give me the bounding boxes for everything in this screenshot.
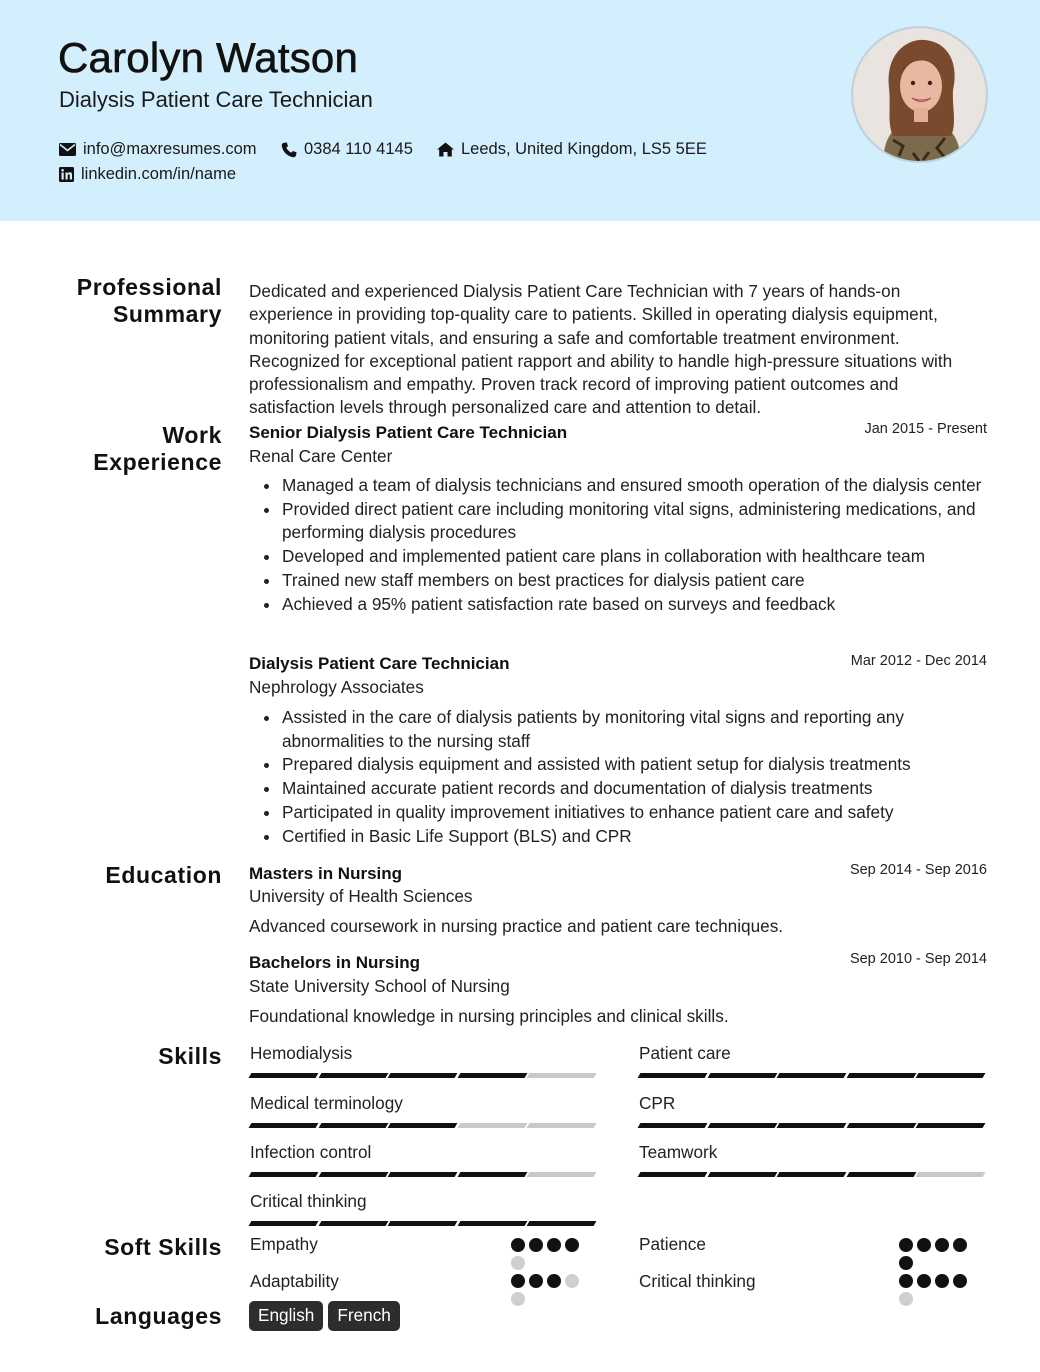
education-description: Foundational knowledge in nursing principles and clinical skills. [249, 1006, 729, 1026]
soft-skill-name: Empathy [250, 1234, 318, 1254]
skill-item [250, 1191, 598, 1226]
soft-skill-level-dot [565, 1274, 579, 1288]
education-dates: Sep 2010 - Sep 2014 [849, 951, 987, 967]
skill-level-segment [777, 1172, 846, 1177]
skill-level-segment [318, 1172, 387, 1177]
soft-skill-name: Critical thinking [639, 1271, 756, 1291]
skill-level-segment [638, 1123, 707, 1128]
skill-level-segment [916, 1123, 985, 1128]
skill-item [639, 1093, 987, 1128]
list-item: Assisted in the care of dialysis patients by monitoring vital signs and reporting any abnormalities to the nursing staff [282, 706, 990, 753]
skill-level-segment [388, 1221, 457, 1226]
soft-skill-level-dot [547, 1238, 561, 1252]
linkedin-text: linkedin.com/in/name [81, 165, 236, 183]
skill-level-segment [457, 1073, 526, 1078]
soft-skill-level-dot [935, 1238, 949, 1252]
skill-level-segment [527, 1172, 596, 1177]
skill-level-segment [846, 1073, 915, 1078]
section-title-education: Education [105, 862, 222, 888]
skill-bar [250, 1073, 598, 1078]
list-item: Participated in quality improvement initiatives to enhance patient care and safety [282, 801, 990, 825]
soft-skill-level-dot [953, 1238, 967, 1252]
soft-skill-level-dot [899, 1292, 913, 1306]
skill-name: Teamwork [639, 1142, 718, 1162]
skill-level-segment [388, 1172, 457, 1177]
soft-skill-level-dot [953, 1274, 967, 1288]
skill-level-segment [707, 1123, 776, 1128]
soft-skill-level-dot [529, 1274, 543, 1288]
skill-item [250, 1043, 598, 1078]
job-dates: Jan 2015 - Present [864, 421, 987, 437]
education-description: Advanced coursework in nursing practice and patient care techniques. [249, 916, 784, 936]
section-title-soft-skills: Soft Skills [104, 1234, 222, 1260]
languages-list [249, 1301, 400, 1331]
soft-skill-name: Patience [639, 1234, 706, 1254]
profile-photo [851, 26, 988, 163]
job-title: Senior Dialysis Patient Care Technician [249, 423, 568, 442]
soft-skill-level-dot [917, 1274, 931, 1288]
section-title-languages: Languages [95, 1303, 222, 1329]
skill-level-segment [707, 1172, 776, 1177]
section-title-work [93, 422, 222, 476]
skill-level-segment [638, 1172, 707, 1177]
section-title-summary [77, 274, 222, 328]
skill-item [639, 1043, 987, 1078]
soft-skill-level-dot [511, 1256, 525, 1270]
degree-title: Masters in Nursing [249, 864, 403, 883]
skill-level-segment [707, 1073, 776, 1078]
skill-level-segment [527, 1123, 596, 1128]
skill-level-segment [249, 1172, 318, 1177]
list-item: Prepared dialysis equipment and assisted with patient setup for dialysis treatments [282, 753, 990, 777]
skill-level-segment [249, 1073, 318, 1078]
job-dates: Mar 2012 - Dec 2014 [850, 653, 987, 669]
home-icon [437, 142, 454, 157]
school-name: University of Health Sciences [249, 886, 473, 906]
soft-skill-level-dot [899, 1274, 913, 1288]
degree-title: Bachelors in Nursing [249, 953, 420, 972]
address-text: Leeds, United Kingdom, LS5 5EE [461, 140, 707, 158]
skill-level-segment [318, 1123, 387, 1128]
skill-level-segment [527, 1073, 596, 1078]
soft-skill-level-dot [511, 1274, 525, 1288]
job-bullets [282, 706, 990, 848]
phone-icon [281, 142, 297, 158]
skill-bar [639, 1172, 987, 1177]
job-title: Dialysis Patient Care Technician [249, 654, 510, 673]
skill-name: Infection control [250, 1142, 372, 1162]
skill-level-segment [388, 1073, 457, 1078]
envelope-icon [59, 143, 76, 156]
school-name: State University School of Nursing [249, 976, 510, 996]
contact-email[interactable] [59, 140, 257, 159]
soft-skill-level-dot [565, 1238, 579, 1252]
skill-bar [639, 1073, 987, 1078]
skill-level-segment [527, 1221, 596, 1226]
language-badge: French [328, 1301, 400, 1331]
skill-name: Critical thinking [250, 1191, 367, 1211]
soft-skill-name: Adaptability [250, 1271, 339, 1291]
linkedin-icon [59, 167, 74, 182]
soft-skill-level-dot [917, 1238, 931, 1252]
list-item: Certified in Basic Life Support (BLS) and CPR [282, 825, 990, 849]
job-bullets [282, 474, 990, 616]
education-dates: Sep 2014 - Sep 2016 [849, 862, 987, 878]
skill-level-segment [457, 1123, 526, 1128]
list-item: Managed a team of dialysis technicians and ensured smooth operation of the dialysis center [282, 474, 990, 498]
skill-level-segment [638, 1073, 707, 1078]
skill-bar [250, 1221, 598, 1226]
contact-phone[interactable] [281, 140, 413, 159]
soft-skill-level-dot [935, 1274, 949, 1288]
soft-skill-level-dot [547, 1274, 561, 1288]
soft-skill-dots [899, 1238, 969, 1270]
soft-skill-level-dot [899, 1238, 913, 1252]
summary-text: Dedicated and experienced Dialysis Patient Care Technician with 7 years of hands-on experience in providing top-quality care to patients. Skilled in operating dialysis equipment, monitoring patient vitals, and ensuring a safe and comfortable treatment environment. Recognized for exceptional patient rapport and ability to handle high-pressure situations with professionalism and empathy. Proven track record of improving patient outcomes and satisfaction levels through personalized care and attention to detail. [249, 281, 953, 418]
skill-level-segment [777, 1123, 846, 1128]
skill-name: CPR [639, 1093, 676, 1113]
skill-item [250, 1093, 598, 1128]
skill-bar [250, 1172, 598, 1177]
email-text: info@maxresumes.com [83, 140, 257, 158]
skill-bar [639, 1123, 987, 1128]
skill-item [639, 1142, 987, 1177]
phone-text: 0384 110 4145 [304, 140, 413, 158]
soft-skill-dots [899, 1274, 969, 1306]
candidate-name: Carolyn Watson [58, 34, 359, 81]
skill-level-segment [388, 1123, 457, 1128]
candidate-title: Dialysis Patient Care Technician [59, 87, 373, 112]
skill-level-segment [777, 1073, 846, 1078]
skill-level-segment [457, 1172, 526, 1177]
skill-level-segment [846, 1172, 915, 1177]
soft-skill-level-dot [529, 1238, 543, 1252]
list-item: Achieved a 95% patient satisfaction rate based on surveys and feedback [282, 593, 990, 617]
skill-item [250, 1142, 598, 1177]
language-badge: English [249, 1301, 323, 1331]
skill-bar [250, 1123, 598, 1128]
job-company: Nephrology Associates [249, 677, 424, 697]
job-company: Renal Care Center [249, 446, 393, 466]
section-title-line: Professional [76, 274, 222, 300]
soft-skill-dots [511, 1274, 581, 1306]
section-title-line: Summary [112, 301, 222, 327]
soft-skill-dots [511, 1238, 581, 1270]
skill-name: Medical terminology [250, 1093, 403, 1113]
skill-level-segment [846, 1123, 915, 1128]
soft-skill-level-dot [511, 1238, 525, 1252]
list-item: Developed and implemented patient care plans in collaboration with healthcare team [282, 545, 990, 569]
section-title-skills: Skills [158, 1043, 222, 1069]
skill-level-segment [457, 1221, 526, 1226]
skill-level-segment [916, 1172, 985, 1177]
skill-level-segment [249, 1221, 318, 1226]
skill-level-segment [318, 1221, 387, 1226]
contact-linkedin[interactable] [59, 165, 236, 184]
skill-level-segment [318, 1073, 387, 1078]
section-title-line: Work [162, 422, 222, 448]
list-item: Provided direct patient care including monitoring vital signs, administering medications, and performing dialysis procedures [282, 498, 990, 545]
section-title-line: Experience [93, 449, 222, 475]
skill-level-segment [249, 1123, 318, 1128]
soft-skill-level-dot [511, 1292, 525, 1306]
soft-skill-level-dot [899, 1256, 913, 1270]
skill-name: Patient care [639, 1043, 731, 1063]
list-item: Trained new staff members on best practices for dialysis patient care [282, 569, 990, 593]
skill-name: Hemodialysis [250, 1043, 353, 1063]
list-item: Maintained accurate patient records and documentation of dialysis treatments [282, 777, 990, 801]
contact-address [437, 140, 707, 159]
skill-level-segment [916, 1073, 985, 1078]
